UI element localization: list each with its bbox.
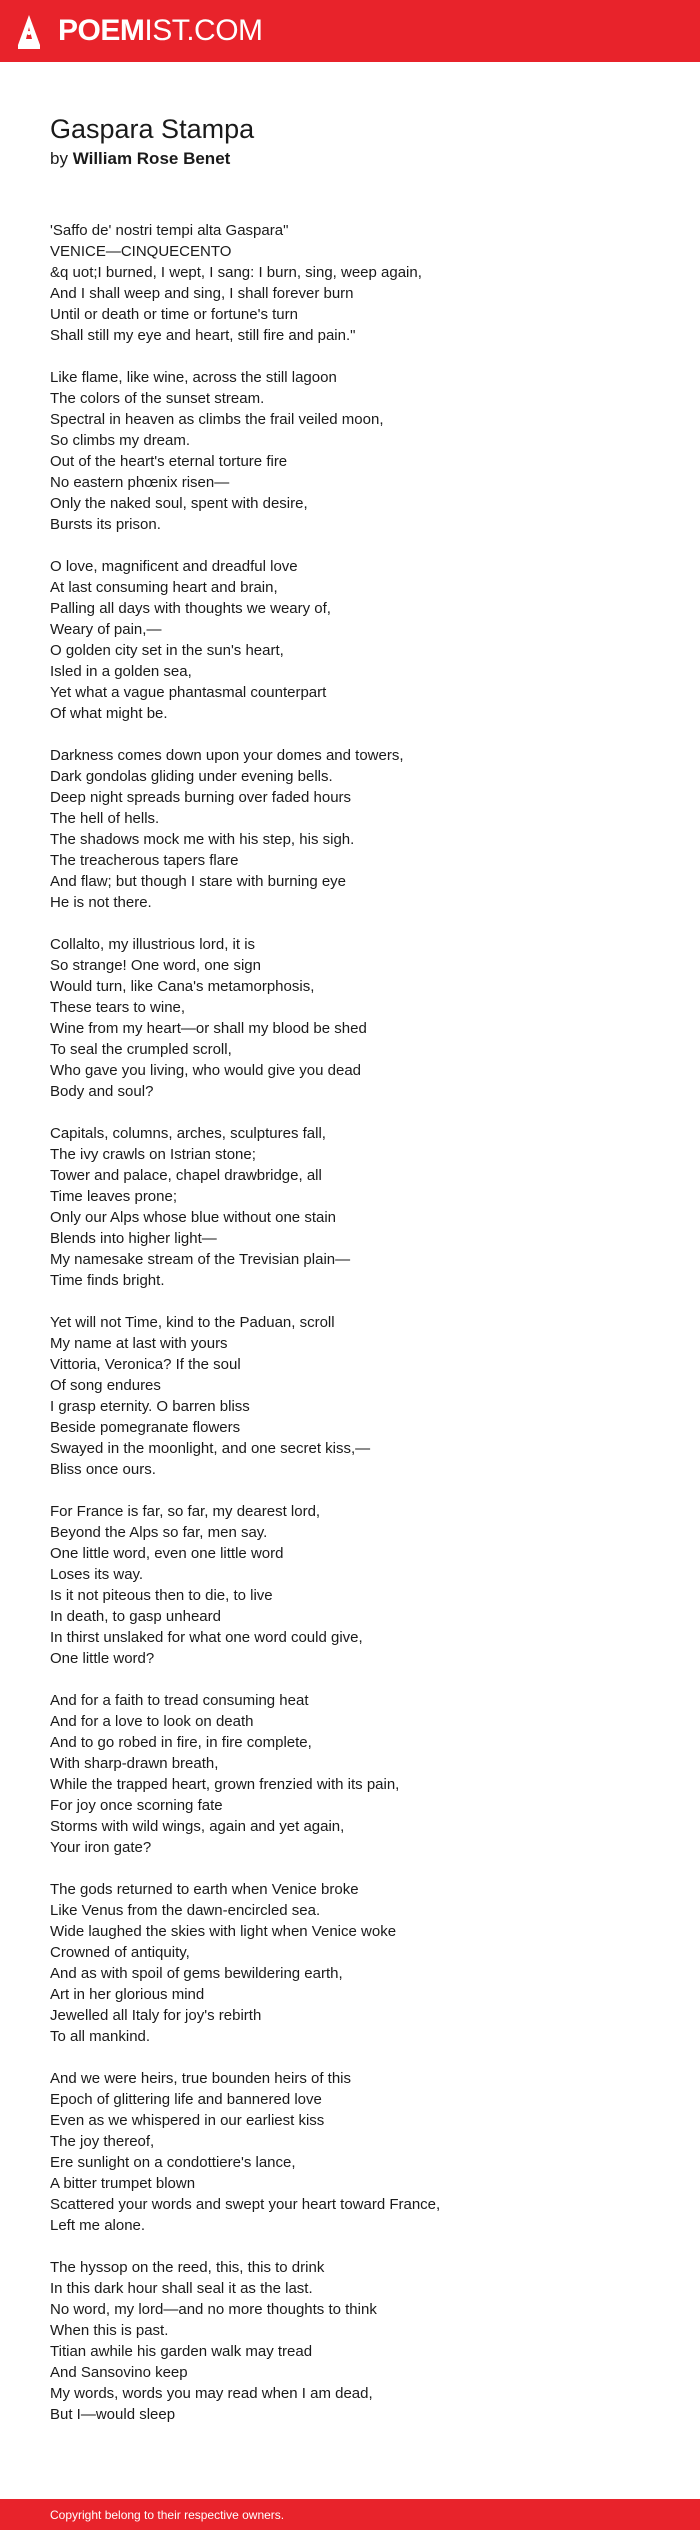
poem-line: Only the naked soul, spent with desire, bbox=[50, 495, 308, 512]
poem-line: Capitals, columns, arches, sculptures fall, bbox=[50, 1125, 326, 1142]
poem-line: Time leaves prone; bbox=[50, 1188, 178, 1205]
stanza bbox=[50, 1501, 670, 1669]
poem-line: The treacherous tapers flare bbox=[50, 852, 239, 869]
author-link[interactable]: William Rose Benet bbox=[72, 149, 231, 168]
poem-line: So climbs my dream. bbox=[50, 432, 191, 449]
poem-line: The joy thereof, bbox=[50, 2133, 155, 2150]
poem-line: No word, my lord—and no more thoughts to think bbox=[50, 2301, 377, 2318]
poem-line: To all mankind. bbox=[50, 2028, 151, 2045]
poem-line: Would turn, like Cana's metamorphosis, bbox=[50, 978, 315, 995]
poem-line: Epoch of glittering life and bannered love bbox=[50, 2091, 322, 2108]
site-logo[interactable] bbox=[58, 15, 263, 47]
poem-line: A bitter trumpet blown bbox=[50, 2175, 196, 2192]
poem-line: One little word, even one little word bbox=[50, 1545, 284, 1562]
poem-line: Bursts its prison. bbox=[50, 516, 161, 533]
poem-line: And flaw; but though I stare with burning eye bbox=[50, 873, 347, 890]
poem-line: Blends into higher light— bbox=[50, 1230, 217, 1247]
poem-line: The ivy crawls on Istrian stone; bbox=[50, 1146, 256, 1163]
poem-line: Isled in a golden sea, bbox=[50, 663, 192, 680]
by-label: by bbox=[50, 149, 68, 168]
poem-line: Art in her glorious mind bbox=[50, 1986, 205, 2003]
poem-line: Like Venus from the dawn-encircled sea. bbox=[50, 1902, 321, 1919]
poem-line: Vittoria, Veronica? If the soul bbox=[50, 1356, 241, 1373]
poem-line: The hell of hells. bbox=[50, 810, 160, 827]
stanza bbox=[50, 220, 670, 346]
poem-line: Tower and palace, chapel drawbridge, all bbox=[50, 1167, 322, 1184]
poem-line: Storms with wild wings, again and yet again, bbox=[50, 1818, 345, 1835]
poem-line: Spectral in heaven as climbs the frail veiled moon, bbox=[50, 411, 384, 428]
poem-line: Dark gondolas gliding under evening bells. bbox=[50, 768, 333, 785]
poem-line: 'Saffo de' nostri tempi alta Gaspara" bbox=[50, 222, 289, 239]
stanza bbox=[50, 367, 670, 535]
poem-line: Loses its way. bbox=[50, 1566, 144, 1583]
poem-line: Ere sunlight on a condottiere's lance, bbox=[50, 2154, 296, 2171]
stanza bbox=[50, 745, 670, 913]
poem-line: Yet will not Time, kind to the Paduan, scroll bbox=[50, 1314, 335, 1331]
pen-nib-icon bbox=[17, 14, 41, 50]
poem-line: Body and soul? bbox=[50, 1083, 154, 1100]
poem-line: At last consuming heart and brain, bbox=[50, 579, 278, 596]
poem-line: Darkness comes down upon your domes and towers, bbox=[50, 747, 404, 764]
poem-line: For France is far, so far, my dearest lord, bbox=[50, 1503, 321, 1520]
poem-line: Shall still my eye and heart, still fire and pain." bbox=[50, 327, 356, 344]
poem-line: With sharp-drawn breath, bbox=[50, 1755, 219, 1772]
poem-line: Only our Alps whose blue without one stain bbox=[50, 1209, 337, 1226]
poem-line: Titian awhile his garden walk may tread bbox=[50, 2343, 313, 2360]
brand-light: IST.COM bbox=[144, 14, 263, 47]
site-footer bbox=[0, 2499, 700, 2530]
poem-line: Is it not piteous then to die, to live bbox=[50, 1587, 273, 1604]
poem-line: And for a faith to tread consuming heat bbox=[50, 1692, 309, 1709]
poem-line: These tears to wine, bbox=[50, 999, 186, 1016]
poem-line: Palling all days with thoughts we weary of, bbox=[50, 600, 331, 617]
poem-line: Until or death or time or fortune's turn bbox=[50, 306, 298, 323]
poem-line: Jewelled all Italy for joy's rebirth bbox=[50, 2007, 262, 2024]
stanza bbox=[50, 1690, 670, 1858]
poem-line: And I shall weep and sing, I shall forever burn bbox=[50, 285, 354, 302]
poem-line: Scattered your words and swept your heart toward France, bbox=[50, 2196, 441, 2213]
poem-body bbox=[50, 220, 670, 2446]
poem-line: Out of the heart's eternal torture fire bbox=[50, 453, 288, 470]
stanza bbox=[50, 2068, 670, 2236]
poem-line: And to go robed in fire, in fire complete, bbox=[50, 1734, 312, 1751]
poem-line: In death, to gasp unheard bbox=[50, 1608, 221, 1625]
poem-line: Wine from my heart—or shall my blood be shed bbox=[50, 1020, 367, 1037]
stanza bbox=[50, 934, 670, 1102]
poem-line: Wide laughed the skies with light when Venice woke bbox=[50, 1923, 397, 1940]
poem-line: In this dark hour shall seal it as the last. bbox=[50, 2280, 313, 2297]
poem-line: Of song endures bbox=[50, 1377, 161, 1394]
poem-line: Beyond the Alps so far, men say. bbox=[50, 1524, 268, 1541]
poem-line: VENICE—CINQUECENTO bbox=[50, 243, 232, 260]
poem-line: Deep night spreads burning over faded hours bbox=[50, 789, 352, 806]
poem-line: The shadows mock me with his step, his sigh. bbox=[50, 831, 355, 848]
poem-line: Weary of pain,— bbox=[50, 621, 162, 638]
poem-line: And as with spoil of gems bewildering earth, bbox=[50, 1965, 343, 1982]
poem-line: To seal the crumpled scroll, bbox=[50, 1041, 232, 1058]
poem-line: O golden city set in the sun's heart, bbox=[50, 642, 284, 659]
poem-line: Your iron gate? bbox=[50, 1839, 152, 1856]
poem-line: For joy once scorning fate bbox=[50, 1797, 223, 1814]
poem-line: So strange! One word, one sign bbox=[50, 957, 261, 974]
poem-line: Like flame, like wine, across the still lagoon bbox=[50, 369, 337, 386]
poem-line: Swayed in the moonlight, and one secret kiss,— bbox=[50, 1440, 371, 1457]
copyright-text: Copyright belong to their respective owners. bbox=[50, 2508, 285, 2522]
poem-line: When this is past. bbox=[50, 2322, 169, 2339]
stanza bbox=[50, 1879, 670, 2047]
poem-line: Left me alone. bbox=[50, 2217, 146, 2234]
stanza bbox=[50, 2257, 670, 2425]
poem-line: No eastern phœnix risen— bbox=[50, 474, 230, 491]
poem-line: Bliss once ours. bbox=[50, 1461, 156, 1478]
poem-line: Even as we whispered in our earliest kiss bbox=[50, 2112, 325, 2129]
poem-line: Crowned of antiquity, bbox=[50, 1944, 190, 1961]
stanza bbox=[50, 1312, 670, 1480]
poem-line: &q uot;I burned, I wept, I sang: I burn, sing, weep again, bbox=[50, 264, 422, 281]
poem-line: Of what might be. bbox=[50, 705, 168, 722]
poem-line: My name at last with yours bbox=[50, 1335, 228, 1352]
stanza bbox=[50, 1123, 670, 1291]
poem-line: And Sansovino keep bbox=[50, 2364, 188, 2381]
poem-line: One little word? bbox=[50, 1650, 155, 1667]
poem-line: Yet what a vague phantasmal counterpart bbox=[50, 684, 327, 701]
poem-line: Collalto, my illustrious lord, it is bbox=[50, 936, 256, 953]
site-header bbox=[0, 0, 700, 62]
poem-line: I grasp eternity. O barren bliss bbox=[50, 1398, 250, 1415]
poem-line: O love, magnificent and dreadful love bbox=[50, 558, 298, 575]
poem-line: The hyssop on the reed, this, this to drink bbox=[50, 2259, 325, 2276]
poem-line: But I—would sleep bbox=[50, 2406, 176, 2423]
poem-title: Gaspara Stampa bbox=[50, 114, 255, 144]
byline bbox=[50, 148, 230, 170]
poem-line: And for a love to look on death bbox=[50, 1713, 254, 1730]
poem-line: Who gave you living, who would give you dead bbox=[50, 1062, 362, 1079]
poem-line: He is not there. bbox=[50, 894, 152, 911]
poem-line: My namesake stream of the Trevisian plain— bbox=[50, 1251, 351, 1268]
brand-bold: POEM bbox=[58, 14, 145, 47]
poem-line: Time finds bright. bbox=[50, 1272, 165, 1289]
poem-line: The gods returned to earth when Venice broke bbox=[50, 1881, 359, 1898]
poem-line: And we were heirs, true bounden heirs of this bbox=[50, 2070, 352, 2087]
poem-line: The colors of the sunset stream. bbox=[50, 390, 265, 407]
poem-line: Beside pomegranate flowers bbox=[50, 1419, 241, 1436]
poem-line: In thirst unslaked for what one word could give, bbox=[50, 1629, 363, 1646]
stanza bbox=[50, 556, 670, 724]
poem-line: While the trapped heart, grown frenzied with its pain, bbox=[50, 1776, 400, 1793]
poem-line: My words, words you may read when I am dead, bbox=[50, 2385, 373, 2402]
